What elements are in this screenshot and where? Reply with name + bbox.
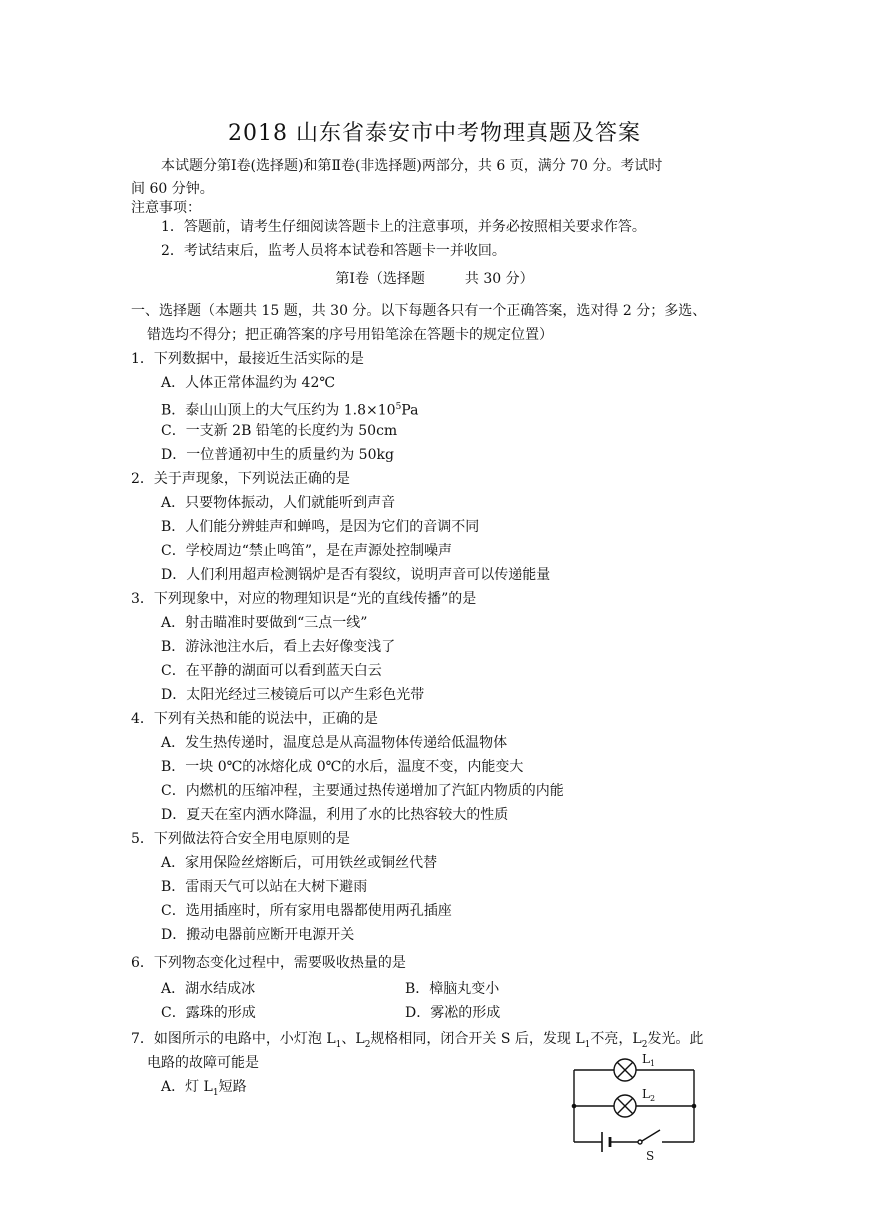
- part-one-line-1: 一、选择题（本题共 15 题，共 30 分。以下每题各只有一个正确答案，选对得 2 分；多选、: [131, 303, 707, 319]
- section-heading-left: 第Ⅰ卷（选择题: [335, 271, 425, 287]
- q6-option-c: C．露珠的形成: [161, 1005, 256, 1021]
- notes-heading: 注意事项：: [131, 200, 201, 216]
- note-item-2: 2．考试结束后，监考人员将本试卷和答题卡一并收回。: [161, 243, 506, 259]
- q2-option-c: C．学校周边“禁止鸣笛”，是在声源处控制噪声: [161, 543, 453, 559]
- q6-option-d: D．雾凇的形成: [405, 1005, 501, 1021]
- page-title: 2018 山东省泰安市中考物理真题及答案: [228, 121, 641, 146]
- q7-stem-line-2: 电路的故障可能是: [147, 1055, 259, 1071]
- q7-option-a-text: A．灯 L: [161, 1079, 213, 1095]
- q1-option-a: A．人体正常体温约为 42℃: [161, 375, 336, 391]
- q4-option-c: C．内燃机的压缩冲程，主要通过热传递增加了汽缸内物质的内能: [161, 783, 564, 799]
- q7-sub-1: 1: [335, 1039, 342, 1050]
- switch-blade: [642, 1130, 660, 1141]
- q5-option-d: D．搬动电器前应断开电源开关: [161, 927, 355, 943]
- lamp-l1-letter: L: [642, 1052, 650, 1066]
- q2-option-b: B．人们能分辨蛙声和蝉鸣，是因为它们的音调不同: [161, 519, 480, 535]
- q7-sub-4: 2: [641, 1039, 648, 1050]
- switch-label: S: [646, 1149, 655, 1162]
- lamp-l1-subscript: 1: [649, 1059, 656, 1068]
- q3-option-a: A．射击瞄准时要做到“三点一线”: [161, 615, 368, 631]
- q7-stem-part-4: 不亮，L: [590, 1031, 642, 1047]
- q6-stem: 6．下列物态变化过程中，需要吸收热量的是: [131, 955, 406, 971]
- q7-option-a-suffix: 短路: [218, 1079, 247, 1095]
- q2-stem: 2．关于声现象，下列说法正确的是: [131, 471, 350, 487]
- intro-line-1: 本试题分第Ⅰ卷(选择题)和第Ⅱ卷(非选择题)两部分，共 6 页，满分 70 分。考试时: [161, 158, 663, 174]
- lamp-l2-letter: L: [642, 1087, 650, 1101]
- q1-option-c: C．一支新 2B 铅笔的长度约为 50cm: [161, 423, 398, 439]
- junction-left: [572, 1104, 577, 1109]
- section-heading: [0, 268, 869, 288]
- lamp-l2-label: [642, 1087, 655, 1103]
- q2-option-a: A．只要物体振动，人们就能听到声音: [161, 495, 396, 511]
- q7-stem-part-3: 规格相同，闭合开关 S 后，发现 L: [370, 1031, 585, 1047]
- q5-option-c: C．选用插座时，所有家用电器都使用两孔插座: [161, 903, 452, 919]
- q5-stem: 5．下列做法符合安全用电原则的是: [131, 831, 350, 847]
- intro-line-2: 间 60 分钟。: [131, 181, 214, 197]
- q1-option-b: [161, 397, 418, 421]
- q3-option-d: D．太阳光经过三棱镜后可以产生彩色光带: [161, 687, 425, 703]
- q1-option-b-unit: Pa: [401, 402, 419, 419]
- q6-option-a: A．湖水结成冰: [161, 981, 256, 997]
- part-one-line-2: 错选均不得分；把正确答案的序号用铅笔涂在答题卡的规定位置）: [147, 327, 553, 343]
- q6-option-b: B．樟脑丸变小: [405, 981, 500, 997]
- section-heading-right: 共 30 分）: [464, 271, 534, 287]
- q7-stem-part-2: 、L: [341, 1031, 365, 1047]
- q7-sub-2: 2: [364, 1039, 371, 1050]
- q3-stem: 3．下列现象中，对应的物理知识是“光的直线传播”的是: [131, 591, 477, 607]
- q3-option-c: C．在平静的湖面可以看到蓝天白云: [161, 663, 382, 679]
- q3-option-b: B．游泳池注水后，看上去好像变浅了: [161, 639, 396, 655]
- q2-option-d: D．人们利用超声检测锅炉是否有裂纹，说明声音可以传递能量: [161, 567, 551, 583]
- lamp-l2-subscript: 2: [649, 1094, 656, 1103]
- q7-stem-part-5: 发光。此: [647, 1031, 704, 1047]
- q4-option-a: A．发生热传递时，温度总是从高温物体传递给低温物体: [161, 735, 508, 751]
- q7-sub-3: 1: [584, 1039, 591, 1050]
- note-item-1: 1．答题前，请考生仔细阅读答题卡上的注意事项，并务必按照相关要求作答。: [161, 219, 646, 235]
- q7-option-a-sub: 1: [212, 1087, 219, 1098]
- q1-option-b-text: B．泰山山顶上的大气压约为 1.8×10: [161, 402, 396, 419]
- q4-option-d: D．夏天在室内洒水降温，利用了水的比热容较大的性质: [161, 807, 509, 823]
- q1-stem: 1．下列数据中，最接近生活实际的是: [131, 351, 364, 367]
- switch-pivot: [638, 1140, 642, 1144]
- circuit-diagram: [566, 1050, 706, 1162]
- q5-option-a: A．家用保险丝熔断后，可用铁丝或铜丝代替: [161, 855, 438, 871]
- q4-stem: 4．下列有关热和能的说法中，正确的是: [131, 711, 378, 727]
- q1-option-b-exponent: 5: [395, 402, 402, 412]
- q5-option-b: B．雷雨天气可以站在大树下避雨: [161, 879, 368, 895]
- q1-option-d: D．一位普通初中生的质量约为 50kg: [161, 447, 394, 463]
- q7-stem-part-1: 7．如图所示的电路中，小灯泡 L: [131, 1031, 336, 1047]
- junction-right: [692, 1104, 697, 1109]
- lamp-l1-label: [642, 1052, 655, 1068]
- q7-option-a: [161, 1077, 247, 1103]
- q4-option-b: B．一块 0℃的冰熔化成 0℃的水后，温度不变，内能变大: [161, 759, 524, 775]
